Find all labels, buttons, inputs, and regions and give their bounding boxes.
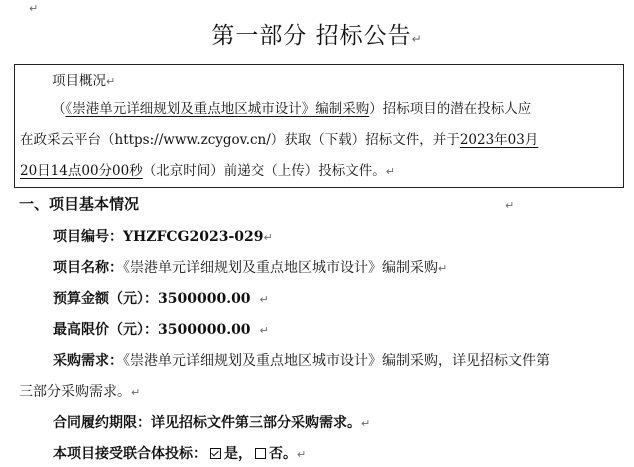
max-price-row	[53, 319, 269, 339]
demand-row	[53, 350, 550, 370]
paragraph-mark-icon: ↵	[106, 75, 116, 88]
max-price-label: 最高限价（元）：	[53, 322, 158, 338]
paragraph-mark-icon: ↵	[438, 262, 448, 275]
overview-line-2-text: 在政采云平台（https://www.zcygov.cn/）获取（下载）招标文件，并于	[20, 132, 460, 148]
overview-line-3	[20, 159, 395, 179]
paragraph-mark-icon: ↵	[361, 417, 371, 430]
overview-heading-text: 项目概况	[52, 73, 106, 89]
contract-period-label: 合同履约期限：	[53, 415, 151, 431]
overview-line-1-rest: ）招标项目的潜在投标人应	[369, 101, 532, 117]
demand-label: 采购需求：	[53, 353, 123, 369]
paragraph-mark-icon: ↵	[505, 199, 515, 212]
demand-value: 《崇港单元详细规划及重点地区城市设计》编制采购，详见招标文件第	[123, 353, 550, 369]
overview-deadline-part-1: 2023年03月	[459, 132, 539, 148]
paragraph-mark-icon: ↵	[411, 32, 423, 46]
consortium-no-checkbox[interactable]	[255, 448, 266, 459]
paragraph-mark-icon: ↵	[131, 386, 141, 399]
overview-project-title: 《崇港单元详细规划及重点地区城市设计》编制采购	[65, 101, 370, 117]
overview-paren-open: （	[52, 101, 66, 117]
contract-period-row	[53, 412, 370, 432]
title-text: 第一部分 招标公告	[211, 23, 412, 49]
project-number-value: YHZFCG2023-029	[123, 229, 264, 245]
section-heading: 一、项目基本情况	[19, 195, 140, 213]
project-overview-box	[14, 64, 624, 188]
paragraph-mark-icon: ↵	[385, 165, 395, 178]
demand-value-cont: 三部分采购需求。	[19, 384, 131, 400]
consortium-row	[53, 443, 306, 463]
demand-row-cont	[19, 381, 140, 401]
consortium-no-label: 否。	[269, 446, 297, 462]
max-price-value: 3500000.00	[158, 322, 251, 338]
budget-label: 预算金额（元）：	[53, 291, 158, 307]
overview-line-3-rest: （北京时间）前递交（上传）投标文件。	[142, 163, 386, 179]
overview-deadline-part-2: 20日14点00分00秒	[20, 163, 143, 179]
budget-row	[53, 288, 269, 308]
project-number-row	[53, 226, 273, 246]
project-name-row	[53, 257, 447, 277]
project-name-value: 《崇港单元详细规划及重点地区城市设计》编制采购	[123, 260, 438, 276]
page-title	[0, 17, 634, 50]
contract-period-value: 详见招标文件第三部分采购需求。	[151, 415, 361, 431]
paragraph-mark-icon: ↵	[259, 293, 269, 306]
paragraph-mark-icon: ↵	[29, 2, 39, 15]
paragraph-mark-icon: ↵	[297, 448, 307, 461]
overview-line-2	[20, 128, 538, 148]
project-name-label: 项目名称：	[53, 260, 123, 276]
consortium-label: 本项目接受联合体投标：	[53, 446, 207, 462]
overview-line-1	[52, 97, 531, 117]
paragraph-mark-icon: ↵	[259, 324, 269, 337]
project-number-label: 项目编号：	[53, 229, 123, 245]
overview-heading	[52, 69, 115, 89]
consortium-yes-label: 是，	[224, 446, 252, 462]
budget-value: 3500000.00	[158, 291, 251, 307]
consortium-yes-checkbox[interactable]	[210, 448, 221, 459]
paragraph-mark-icon: ↵	[263, 231, 273, 244]
